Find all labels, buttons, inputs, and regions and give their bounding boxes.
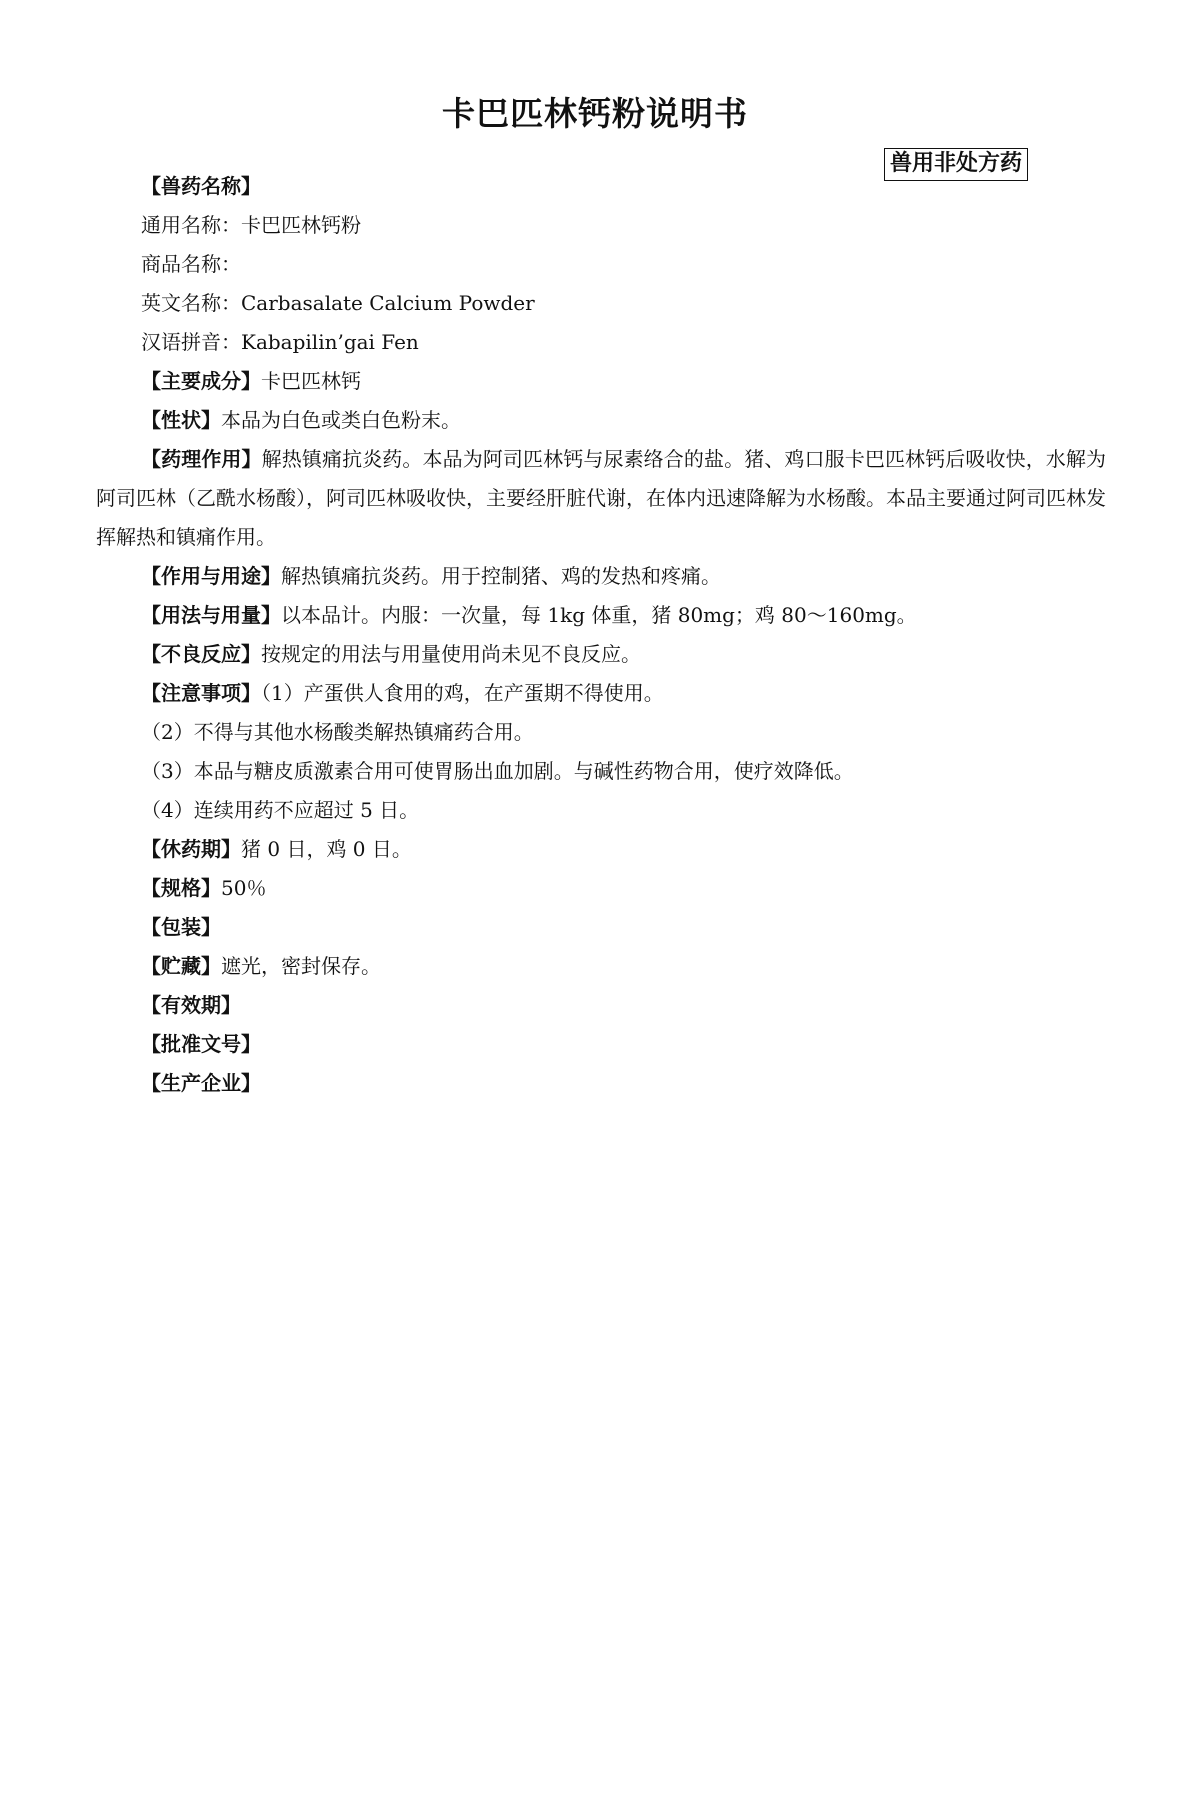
precaution-item: （2）不得与其他水杨酸类解热镇痛药合用。 (141, 720, 534, 744)
section-manufacturer: 【生产企业】 (141, 1071, 261, 1095)
section-heading: 兽药名称 (161, 174, 241, 198)
section-specification: 【规格】50％ (141, 876, 267, 900)
section-appearance: 【性状】本品为白色或类白色粉末。 (141, 408, 461, 432)
generic-name-row (96, 206, 1106, 245)
section-ingredients: 【主要成分】卡巴匹林钙 (141, 369, 361, 393)
generic-name-value: 卡巴匹林钙粉 (241, 213, 361, 237)
section-withdrawal: 【休药期】猪 0 日，鸡 0 日。 (141, 837, 412, 861)
section-text: 解热镇痛抗炎药。本品为阿司匹林钙与尿素络合的盐。猪、鸡口服卡巴匹林钙后吸收快，水解为阿司匹林（乙酰水杨酸），阿司匹林吸收快，主要经肝脏代谢，在体内迅速降解为水杨酸。本品主要通过阿司匹林发挥解热和镇痛作用。 (96, 447, 1107, 549)
trade-name-row (96, 245, 1106, 284)
section-approval: 【批准文号】 (141, 1032, 261, 1056)
section-heading: 贮藏 (161, 954, 201, 978)
section-indications: 【作用与用途】解热镇痛抗炎药。用于控制猪、鸡的发热和疼痛。 (141, 564, 721, 588)
section-heading: 注意事项 (161, 681, 241, 705)
section-adverse: 【不良反应】按规定的用法与用量使用尚未见不良反应。 (141, 642, 641, 666)
section-text: 遮光，密封保存。 (221, 954, 381, 978)
section-text: 按规定的用法与用量使用尚未见不良反应。 (261, 642, 641, 666)
section-heading: 有效期 (161, 993, 221, 1017)
page-title: 卡巴匹林钙粉说明书 (442, 94, 748, 133)
section-heading: 批准文号 (161, 1032, 241, 1056)
section-dosage: 【用法与用量】以本品计。内服：一次量，每 1kg 体重，猪 80mg；鸡 80～160mg。 (141, 603, 917, 627)
section-text: 本品为白色或类白色粉末。 (221, 408, 461, 432)
document-body (96, 167, 1106, 1103)
section-storage: 【贮藏】遮光，密封保存。 (141, 954, 381, 978)
section-heading: 主要成分 (161, 369, 241, 393)
section-heading: 规格 (161, 876, 201, 900)
trade-name-label: 商品名称： (141, 252, 241, 276)
section-text: 50％ (221, 876, 267, 900)
section-heading: 休药期 (161, 837, 221, 861)
english-name-label: 英文名称： (141, 291, 241, 315)
pinyin-name-row (96, 323, 1106, 362)
section-heading: 性状 (161, 408, 201, 432)
otc-badge: 兽用非处方药 (884, 148, 1028, 181)
section-precautions: 【注意事项】（1）产蛋供人食用的鸡，在产蛋期不得使用。 (141, 681, 664, 705)
section-heading: 作用与用途 (161, 564, 261, 588)
section-heading: 不良反应 (161, 642, 241, 666)
pinyin-name-label: 汉语拼音： (141, 330, 241, 354)
english-name-row (96, 284, 1106, 323)
precaution-item: （3）本品与糖皮质激素合用可使胃肠出血加剧。与碱性药物合用，使疗效降低。 (141, 759, 854, 783)
section-heading: 生产企业 (161, 1071, 241, 1095)
english-name-value: Carbasalate Calcium Powder (241, 291, 535, 315)
precaution-item: （4）连续用药不应超过 5 日。 (141, 798, 420, 822)
section-heading: 用法与用量 (161, 603, 261, 627)
section-package: 【包装】 (141, 915, 221, 939)
pinyin-name-value: Kabapilin’gai Fen (241, 330, 419, 354)
section-pharmacology: 【药理作用】解热镇痛抗炎药。本品为阿司匹林钙与尿素络合的盐。猪、鸡口服卡巴匹林钙后吸收快，水解为阿司匹林（乙酰水杨酸），阿司匹林吸收快，主要经肝脏代谢，在体内迅速降解为水杨酸。本品主要通过阿司匹林发挥解热和镇痛作用。 (96, 447, 1107, 549)
section-drug-name: 【兽药名称】 (141, 174, 261, 198)
section-heading: 药理作用 (161, 447, 242, 471)
precaution-item: （1）产蛋供人食用的鸡，在产蛋期不得使用。 (261, 681, 664, 705)
section-validity: 【有效期】 (141, 993, 241, 1017)
section-text: 以本品计。内服：一次量，每 1kg 体重，猪 80mg；鸡 80～160mg。 (281, 603, 917, 627)
generic-name-label: 通用名称： (141, 213, 241, 237)
section-text: 解热镇痛抗炎药。用于控制猪、鸡的发热和疼痛。 (281, 564, 721, 588)
section-text: 猪 0 日，鸡 0 日。 (241, 837, 412, 861)
section-text: 卡巴匹林钙 (261, 369, 361, 393)
section-heading: 包装 (161, 915, 201, 939)
